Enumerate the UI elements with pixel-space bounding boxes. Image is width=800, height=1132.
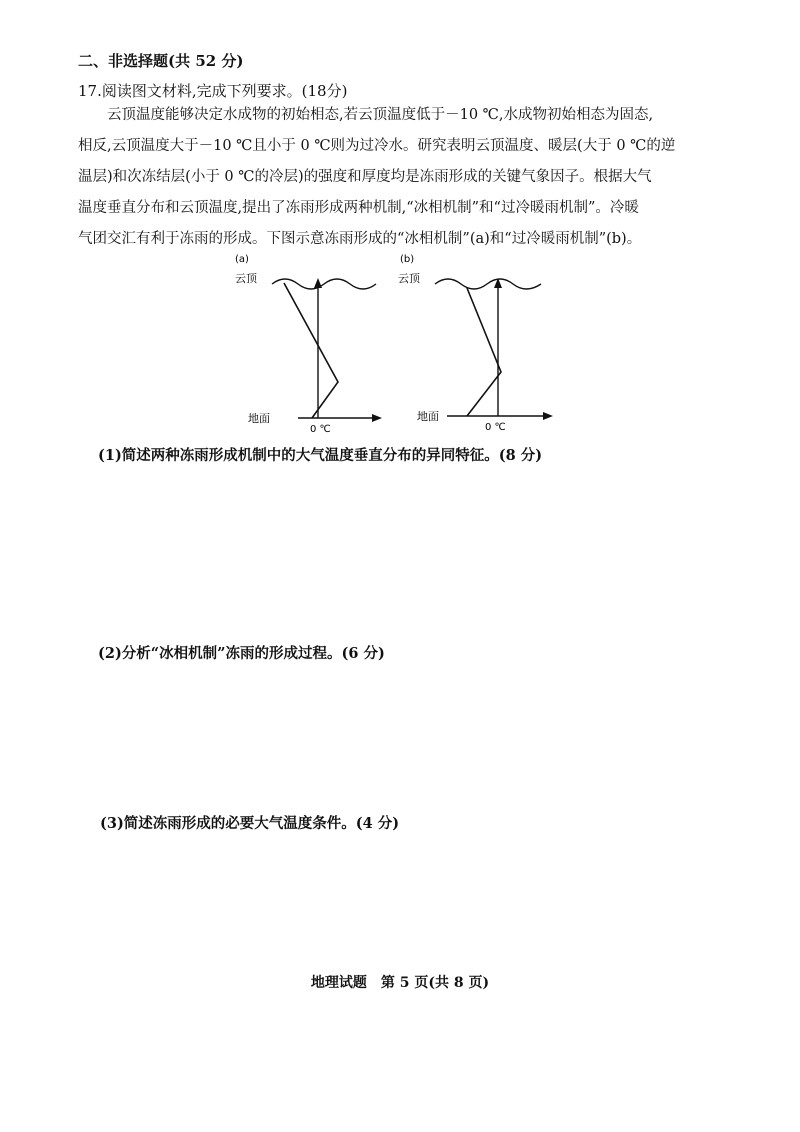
panel-a-axis-label: 0 ℃ (310, 424, 331, 435)
figure-panel-a (230, 250, 400, 435)
panel-b-ground-label: 地面 (417, 410, 439, 423)
panel-b-axis-label: 0 ℃ (485, 422, 506, 433)
cloud-top-wavy-line (435, 279, 541, 289)
section-heading: 二、非选择题(共 52 分) (78, 52, 244, 70)
cloud-top-wavy-line (272, 279, 376, 289)
passage-line: 温度垂直分布和云顶温度,提出了冻雨形成两种机制,“冰相机制”和“过冷暖雨机制”。冷暖 (78, 200, 639, 216)
horizontal-axis-arrow-icon (372, 414, 382, 422)
page-footer: 地理试题 第 5 页(共 8 页) (310, 975, 490, 991)
sub-question-1: (1)简述两种冻雨形成机制中的大气温度垂直分布的异同特征。(8 分) (98, 447, 543, 464)
sub-question-2: (2)分析“冰相机制”冻雨的形成过程。(6 分) (98, 645, 385, 662)
horizontal-axis-arrow-icon (543, 412, 553, 420)
temperature-profile-line (284, 283, 338, 418)
passage-line: 温层)和次冻结层(小于 0 ℃的冷层)的强度和厚度均是冻雨形成的关键气象因子。根据大气 (78, 169, 652, 185)
sub-question-3: (3)简述冻雨形成的必要大气温度条件。(4 分) (100, 815, 400, 832)
question-title: 17.阅读图文材料,完成下列要求。(18分) (78, 82, 348, 100)
panel-a-cloud-top-label: 云顶 (235, 272, 257, 285)
passage-line: 云顶温度能够决定水成物的初始相态,若云顶温度低于－10 ℃,水成物初始相态为固态, (107, 107, 654, 123)
panel-b-cloud-top-label: 云顶 (398, 272, 420, 285)
passage-line: 相反,云顶温度大于－10 ℃且小于 0 ℃则为过冷水。研究表明云顶温度、暖层(大于 0 ℃的逆 (78, 138, 676, 154)
passage-line: 气团交汇有利于冻雨的形成。下图示意冻雨形成的“冰相机制”(a)和“过冷暖雨机制”(b)。 (78, 231, 642, 247)
panel-b-label: (b) (400, 254, 415, 265)
panel-a-ground-label: 地面 (248, 412, 270, 425)
vertical-axis-arrow-icon (314, 278, 322, 288)
question-passage (78, 100, 718, 255)
panel-a-label: (a) (235, 254, 249, 265)
temperature-profile-line (467, 288, 501, 416)
figure-panel-b (395, 250, 565, 435)
